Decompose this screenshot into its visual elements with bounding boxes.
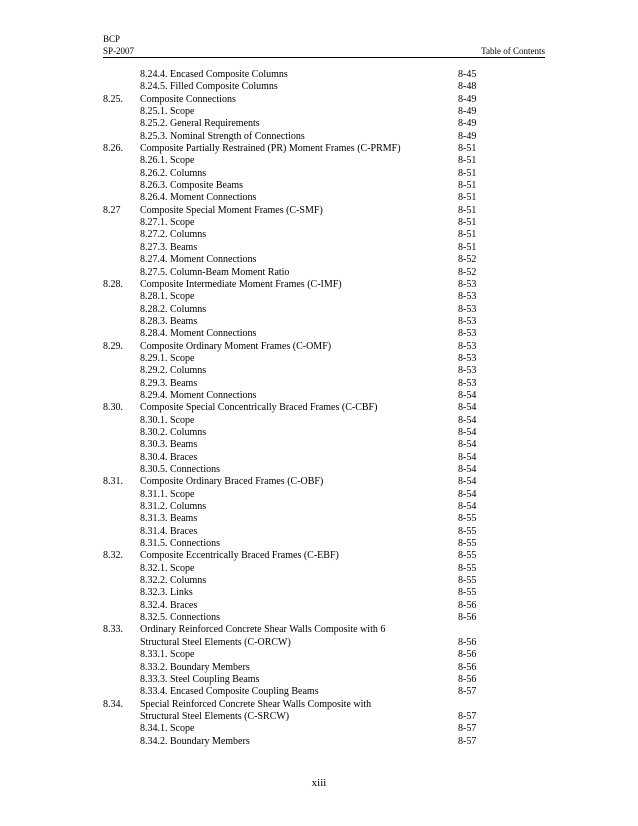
toc-entry-title: 8.30.2. Columns <box>140 426 207 438</box>
toc-entry <box>103 575 543 587</box>
toc-entry <box>103 464 543 476</box>
toc-entry-title: Composite Special Concentrically Braced Frames (C-CBF) <box>140 402 378 414</box>
toc-entry-title: 8.24.4. Encased Composite Columns <box>140 69 288 80</box>
toc-entry-title: 8.31.2. Columns <box>140 501 207 513</box>
header-code: SP-2007 <box>103 46 135 56</box>
toc-entry-title: Ordinary Reinforced Concrete Shear Walls Composite with 6 <box>140 624 386 636</box>
toc-entry <box>103 304 543 316</box>
toc-entry-number: 8.34. <box>103 698 123 710</box>
toc-entry-title: 8.25.2. General Requirements <box>140 118 260 130</box>
toc-entry-title: Composite Ordinary Moment Frames (C-OMF) <box>140 340 332 352</box>
toc-entry <box>103 328 543 340</box>
toc-entry-page: 8-53 <box>458 303 477 315</box>
toc-entry-title: 8.28.3. Beams <box>140 315 198 327</box>
toc-entry-title: 8.24.5. Filled Composite Columns <box>140 81 278 93</box>
toc-entry-title: 8.29.4. Moment Connections <box>140 389 257 401</box>
toc-entry-page: 8-51 <box>458 204 477 216</box>
header-org: BCP <box>103 34 121 44</box>
toc-entry-title: 8.27.2. Columns <box>140 229 207 241</box>
toc-entry-page: 8-49 <box>458 93 477 105</box>
toc-entry <box>103 513 543 525</box>
toc-entry <box>103 279 543 291</box>
toc-entry-page: 8-57 <box>458 723 477 735</box>
toc-entry-title: 8.32.3. Links <box>140 587 193 599</box>
table-of-contents <box>103 69 543 748</box>
toc-entry-title: Composite Connections <box>140 93 236 105</box>
toc-entry-page: 8-57 <box>458 710 477 722</box>
toc-entry-title: Composite Ordinary Braced Frames (C-OBF) <box>140 476 324 488</box>
toc-entry-title: 8.32.2. Columns <box>140 575 207 587</box>
toc-entry-title: 8.33.2. Boundary Members <box>140 661 250 673</box>
toc-entry-title: 8.25.1. Scope <box>140 106 195 118</box>
toc-entry-title: 8.26.4. Moment Connections <box>140 192 257 204</box>
toc-entry-page: 8-51 <box>458 241 477 253</box>
toc-entry-page: 8-54 <box>458 414 477 426</box>
toc-entry-number: 8.26. <box>103 143 123 155</box>
toc-entry-number: 8.29. <box>103 340 123 352</box>
toc-entry-page: 8-49 <box>458 118 477 130</box>
toc-entry-title: 8.33.3. Steel Coupling Beams <box>140 673 260 685</box>
toc-entry-title: 8.27.4. Moment Connections <box>140 254 257 266</box>
toc-entry-number: 8.27 <box>103 204 121 216</box>
toc-entry <box>103 674 543 686</box>
toc-entry-title: 8.31.3. Beams <box>140 513 198 525</box>
toc-entry-title: 8.32.1. Scope <box>140 562 195 574</box>
toc-entry <box>103 415 543 427</box>
toc-entry-title: 8.32.5. Connections <box>140 612 220 624</box>
toc-entry-title: Structural Steel Elements (C-ORCW) <box>140 636 291 648</box>
toc-entry-title: 8.33.1. Scope <box>140 649 195 661</box>
toc-entry <box>103 106 543 118</box>
header-left <box>103 33 134 57</box>
toc-entry-page: 8-54 <box>458 501 477 513</box>
toc-entry-page: 8-55 <box>458 538 477 550</box>
toc-entry-page: 8-52 <box>458 266 477 278</box>
toc-entry-title: 8.26.3. Composite Beams <box>140 180 244 192</box>
toc-entry-page: 8-51 <box>458 167 477 179</box>
toc-entry-title: Composite Partially Restrained (PR) Moment Frames (C-PRMF) <box>140 143 401 155</box>
toc-entry-title: Composite Special Moment Frames (C-SMF) <box>140 204 323 216</box>
page-number: xiii <box>311 777 327 789</box>
toc-entry <box>103 501 543 513</box>
toc-entry-title: 8.29.3. Beams <box>140 377 198 389</box>
toc-entry-page: 8-55 <box>458 550 477 562</box>
toc-entry <box>103 143 543 155</box>
toc-entry <box>103 217 543 229</box>
toc-entry <box>103 254 543 266</box>
toc-entry <box>103 378 543 390</box>
toc-entry-title: 8.26.1. Scope <box>140 155 195 167</box>
toc-entry <box>103 316 543 328</box>
toc-entry-page: 8-52 <box>458 254 477 266</box>
toc-entry <box>103 439 543 451</box>
toc-entry-number: 8.31. <box>103 476 123 488</box>
toc-entry-title: 8.27.3. Beams <box>140 241 198 253</box>
toc-entry <box>103 624 543 636</box>
toc-entry-page: 8-45 <box>458 69 477 80</box>
header-section: Table of Contents <box>481 46 545 56</box>
toc-entry <box>103 192 543 204</box>
toc-entry <box>103 550 543 562</box>
toc-entry <box>103 538 543 550</box>
toc-entry <box>103 155 543 167</box>
toc-entry <box>103 168 543 180</box>
toc-entry-page: 8-49 <box>458 130 477 142</box>
toc-entry-page: 8-48 <box>458 81 477 93</box>
toc-entry-page: 8-53 <box>458 328 477 340</box>
toc-entry <box>103 341 543 353</box>
toc-entry-page: 8-49 <box>458 106 477 118</box>
toc-entry-title: 8.28.4. Moment Connections <box>140 328 257 340</box>
toc-entry-page: 8-56 <box>458 636 477 648</box>
toc-entry-number: 8.30. <box>103 402 123 414</box>
toc-entry-page: 8-55 <box>458 513 477 525</box>
toc-entry <box>103 365 543 377</box>
toc-entry <box>103 118 543 130</box>
toc-entry-title: 8.34.2. Boundary Members <box>140 735 250 747</box>
toc-entry-page: 8-56 <box>458 612 477 624</box>
toc-entry-page: 8-56 <box>458 599 477 611</box>
toc-entry-title: 8.30.3. Beams <box>140 439 198 451</box>
toc-entry-page: 8-51 <box>458 229 477 241</box>
toc-entry-page: 8-51 <box>458 180 477 192</box>
toc-entry-title: 8.30.1. Scope <box>140 414 195 426</box>
toc-entry-title: Composite Eccentrically Braced Frames (C-EBF) <box>140 550 339 562</box>
toc-entry-number: 8.33. <box>103 624 123 636</box>
toc-entry-title: 8.28.2. Columns <box>140 303 207 315</box>
toc-entry <box>103 81 543 93</box>
toc-entry-title: 8.34.1. Scope <box>140 723 195 735</box>
toc-entry <box>103 476 543 488</box>
toc-entry-title: 8.29.1. Scope <box>140 352 195 364</box>
toc-entry-page: 8-54 <box>458 426 477 438</box>
toc-entry-title: 8.27.1. Scope <box>140 217 195 229</box>
toc-entry-page: 8-54 <box>458 488 477 500</box>
toc-entry-page: 8-53 <box>458 377 477 389</box>
toc-entry <box>103 242 543 254</box>
toc-entry-page: 8-55 <box>458 587 477 599</box>
toc-entry <box>103 563 543 575</box>
toc-entry-page: 8-54 <box>458 402 477 414</box>
toc-entry <box>103 489 543 501</box>
toc-entry-page: 8-56 <box>458 649 477 661</box>
toc-entry <box>103 686 543 698</box>
toc-entry-title: Structural Steel Elements (C-SRCW) <box>140 710 290 722</box>
toc-entry-page: 8-53 <box>458 315 477 327</box>
toc-entry <box>103 587 543 599</box>
toc-entry <box>103 131 543 143</box>
toc-entry-title: 8.30.4. Braces <box>140 451 198 463</box>
toc-entry <box>103 402 543 414</box>
toc-entry-title: 8.26.2. Columns <box>140 167 207 179</box>
toc-entry-page: 8-53 <box>458 365 477 377</box>
toc-entry-title: 8.27.5. Column-Beam Moment Ratio <box>140 266 290 278</box>
toc-entry <box>103 452 543 464</box>
toc-entry <box>103 205 543 217</box>
toc-entry-page: 8-53 <box>458 352 477 364</box>
toc-entry <box>103 736 543 748</box>
toc-entry-page: 8-53 <box>458 291 477 303</box>
toc-entry <box>103 723 543 735</box>
toc-entry <box>103 390 543 402</box>
toc-entry-page: 8-51 <box>458 217 477 229</box>
toc-entry-page: 8-55 <box>458 575 477 587</box>
toc-entry-number: 8.25. <box>103 93 123 105</box>
toc-entry-page: 8-51 <box>458 155 477 167</box>
toc-entry-page: 8-57 <box>458 735 477 747</box>
toc-entry-page: 8-54 <box>458 476 477 488</box>
toc-entry-page: 8-56 <box>458 673 477 685</box>
toc-entry-page: 8-56 <box>458 661 477 673</box>
header-rule <box>103 57 545 58</box>
toc-entry <box>103 94 543 106</box>
toc-entry <box>103 267 543 279</box>
toc-entry-title: 8.31.5. Connections <box>140 538 220 550</box>
toc-entry-title: Composite Intermediate Moment Frames (C-IMF) <box>140 278 342 290</box>
toc-entry <box>103 69 543 81</box>
toc-entry <box>103 353 543 365</box>
toc-entry <box>103 699 543 711</box>
toc-entry-title: 8.25.3. Nominal Strength of Connections <box>140 130 305 142</box>
toc-entry <box>103 600 543 612</box>
toc-entry-page: 8-55 <box>458 562 477 574</box>
toc-entry-number: 8.28. <box>103 278 123 290</box>
toc-entry <box>103 711 543 723</box>
toc-entry <box>103 612 543 624</box>
toc-entry-page: 8-51 <box>458 143 477 155</box>
toc-entry-page: 8-54 <box>458 464 477 475</box>
toc-entry-title: 8.31.1. Scope <box>140 488 195 500</box>
toc-entry <box>103 427 543 439</box>
toc-entry-page: 8-54 <box>458 389 477 401</box>
toc-entry-title: Special Reinforced Concrete Shear Walls Composite with <box>140 698 372 710</box>
toc-entry <box>103 662 543 674</box>
toc-entry <box>103 526 543 538</box>
toc-entry <box>103 229 543 241</box>
toc-entry-title: 8.30.5. Connections <box>140 464 220 475</box>
toc-entry-page: 8-51 <box>458 192 477 204</box>
toc-entry-page: 8-53 <box>458 340 477 352</box>
toc-entry <box>103 291 543 303</box>
toc-entry <box>103 649 543 661</box>
toc-entry-title: 8.33.4. Encased Composite Coupling Beams <box>140 686 319 698</box>
toc-entry-title: 8.32.4. Braces <box>140 599 198 611</box>
toc-entry-page: 8-55 <box>458 525 477 537</box>
toc-entry-page: 8-57 <box>458 686 477 698</box>
toc-entry-title: 8.31.4. Braces <box>140 525 198 537</box>
toc-entry-title: 8.29.2. Columns <box>140 365 207 377</box>
toc-entry-page: 8-54 <box>458 451 477 463</box>
toc-entry <box>103 180 543 192</box>
toc-entry-number: 8.32. <box>103 550 123 562</box>
toc-entry <box>103 637 543 649</box>
toc-entry-title: 8.28.1. Scope <box>140 291 195 303</box>
toc-entry-page: 8-53 <box>458 278 477 290</box>
toc-entry-page: 8-54 <box>458 439 477 451</box>
